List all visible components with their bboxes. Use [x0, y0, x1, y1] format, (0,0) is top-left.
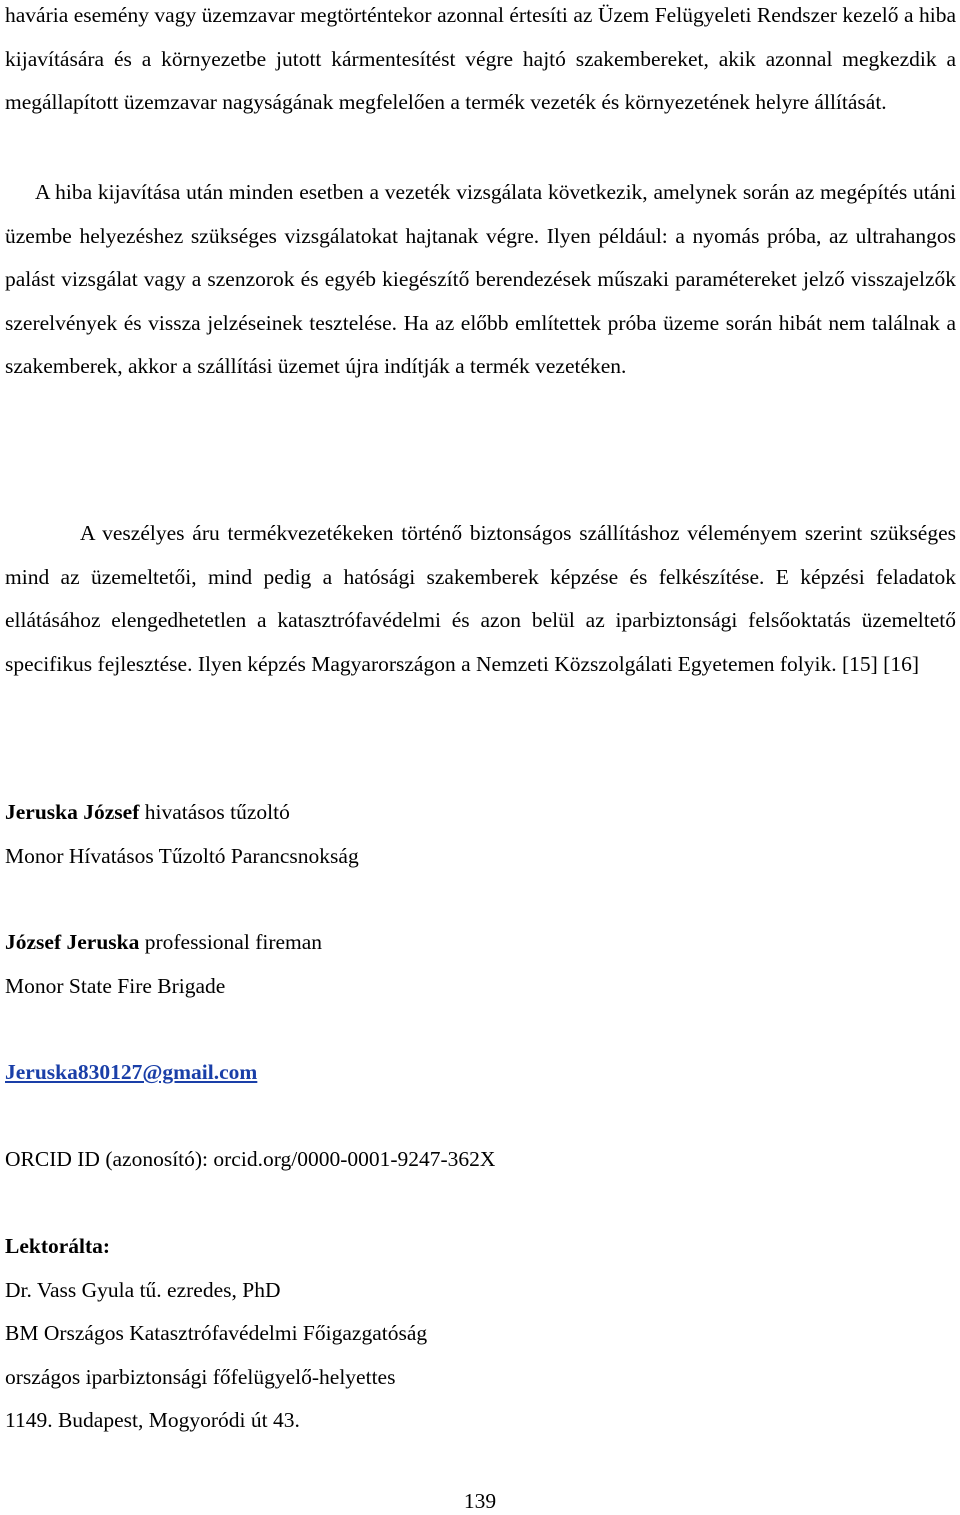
reviewer-name: Dr. Vass Gyula tű. ezredes, PhD	[5, 1277, 281, 1302]
author-name: Jeruska József	[5, 800, 140, 824]
page-number: 139	[463, 1489, 497, 1513]
author-organization-en: Monor State Fire Brigade	[5, 973, 226, 998]
paragraph-training: A veszélyes áru termékvezetékeken történő biztonságos szállításhoz véleményem szerint szükséges mind az üzemeltetői, mind pedig a hatósági szakemberek képzése és felkészítése. E képzési feladatok ellátásához elengedhetetlen a katasztrófavédelmi és azon belül az iparbiztonsági felsőoktatás üzemeltető specifikus fejlesztése. Ilyen képzés Magyarországon a Nemzeti Közszolgálati Egyetemen folyik. [15] [16]	[5, 521, 956, 676]
paragraph-pipeline-inspection: A hiba kijavítása után minden esetben a vezeték vizsgálata következik, amelynek során az megépítés utáni üzembe helyezéshez szükséges vizsgálatokat hajtanak végre. Ilyen például: a nyomás próba, az ultrahangos palást vizsgálat vagy a szenzorok és egyéb kiegészítő berendezések műszaki paramétereket jelző visszajelzők szerelvények és vissza jelzéseinek tesztelése. Ha az előbb említettek próba üzeme során hibát nem találnak a szakemberek, akkor a szállítási üzemet újra indítják a termék vezetéken.	[5, 180, 956, 379]
author-role: hivatásos tűzoltó	[139, 800, 290, 824]
author-name-line	[5, 791, 359, 835]
author-english	[5, 921, 322, 1008]
author-organization: Monor Hívatásos Tűzoltó Parancsnokság	[5, 843, 359, 868]
email-line	[5, 1051, 257, 1095]
paragraph-incident-response: havária esemény vagy üzemzavar megtörténtekor azonnal értesíti az Üzem Felügyeleti Rendszer kezelő a hiba kijavítására és a környezetbe jutott kármentesítést végre hajtó szakembereket, akik azonnal megkezdik a megállapított üzemzavar nagyságának megfelelően a termék vezeték és környezetének helyre állítását.	[5, 3, 956, 115]
author-name-en: József Jeruska	[5, 930, 140, 954]
orcid-line: ORCID ID (azonosító): orcid.org/0000-0001-9247-362X	[5, 1147, 496, 1171]
reviewer-heading: Lektorálta:	[5, 1234, 111, 1258]
email-link[interactable]: Jeruska830127@gmail.com	[5, 1060, 258, 1084]
reviewer-block	[5, 1225, 427, 1443]
author-name-line-en	[5, 921, 322, 965]
author-hungarian	[5, 791, 359, 878]
reviewer-position: országos iparbiztonsági főfelügyelő-helyettes	[5, 1364, 396, 1389]
reviewer-institution: BM Országos Katasztrófavédelmi Főigazgatóság	[5, 1321, 428, 1346]
reviewer-address: 1149. Budapest, Mogyoródi út 43.	[5, 1408, 300, 1433]
author-role-en: professional fireman	[139, 930, 323, 954]
